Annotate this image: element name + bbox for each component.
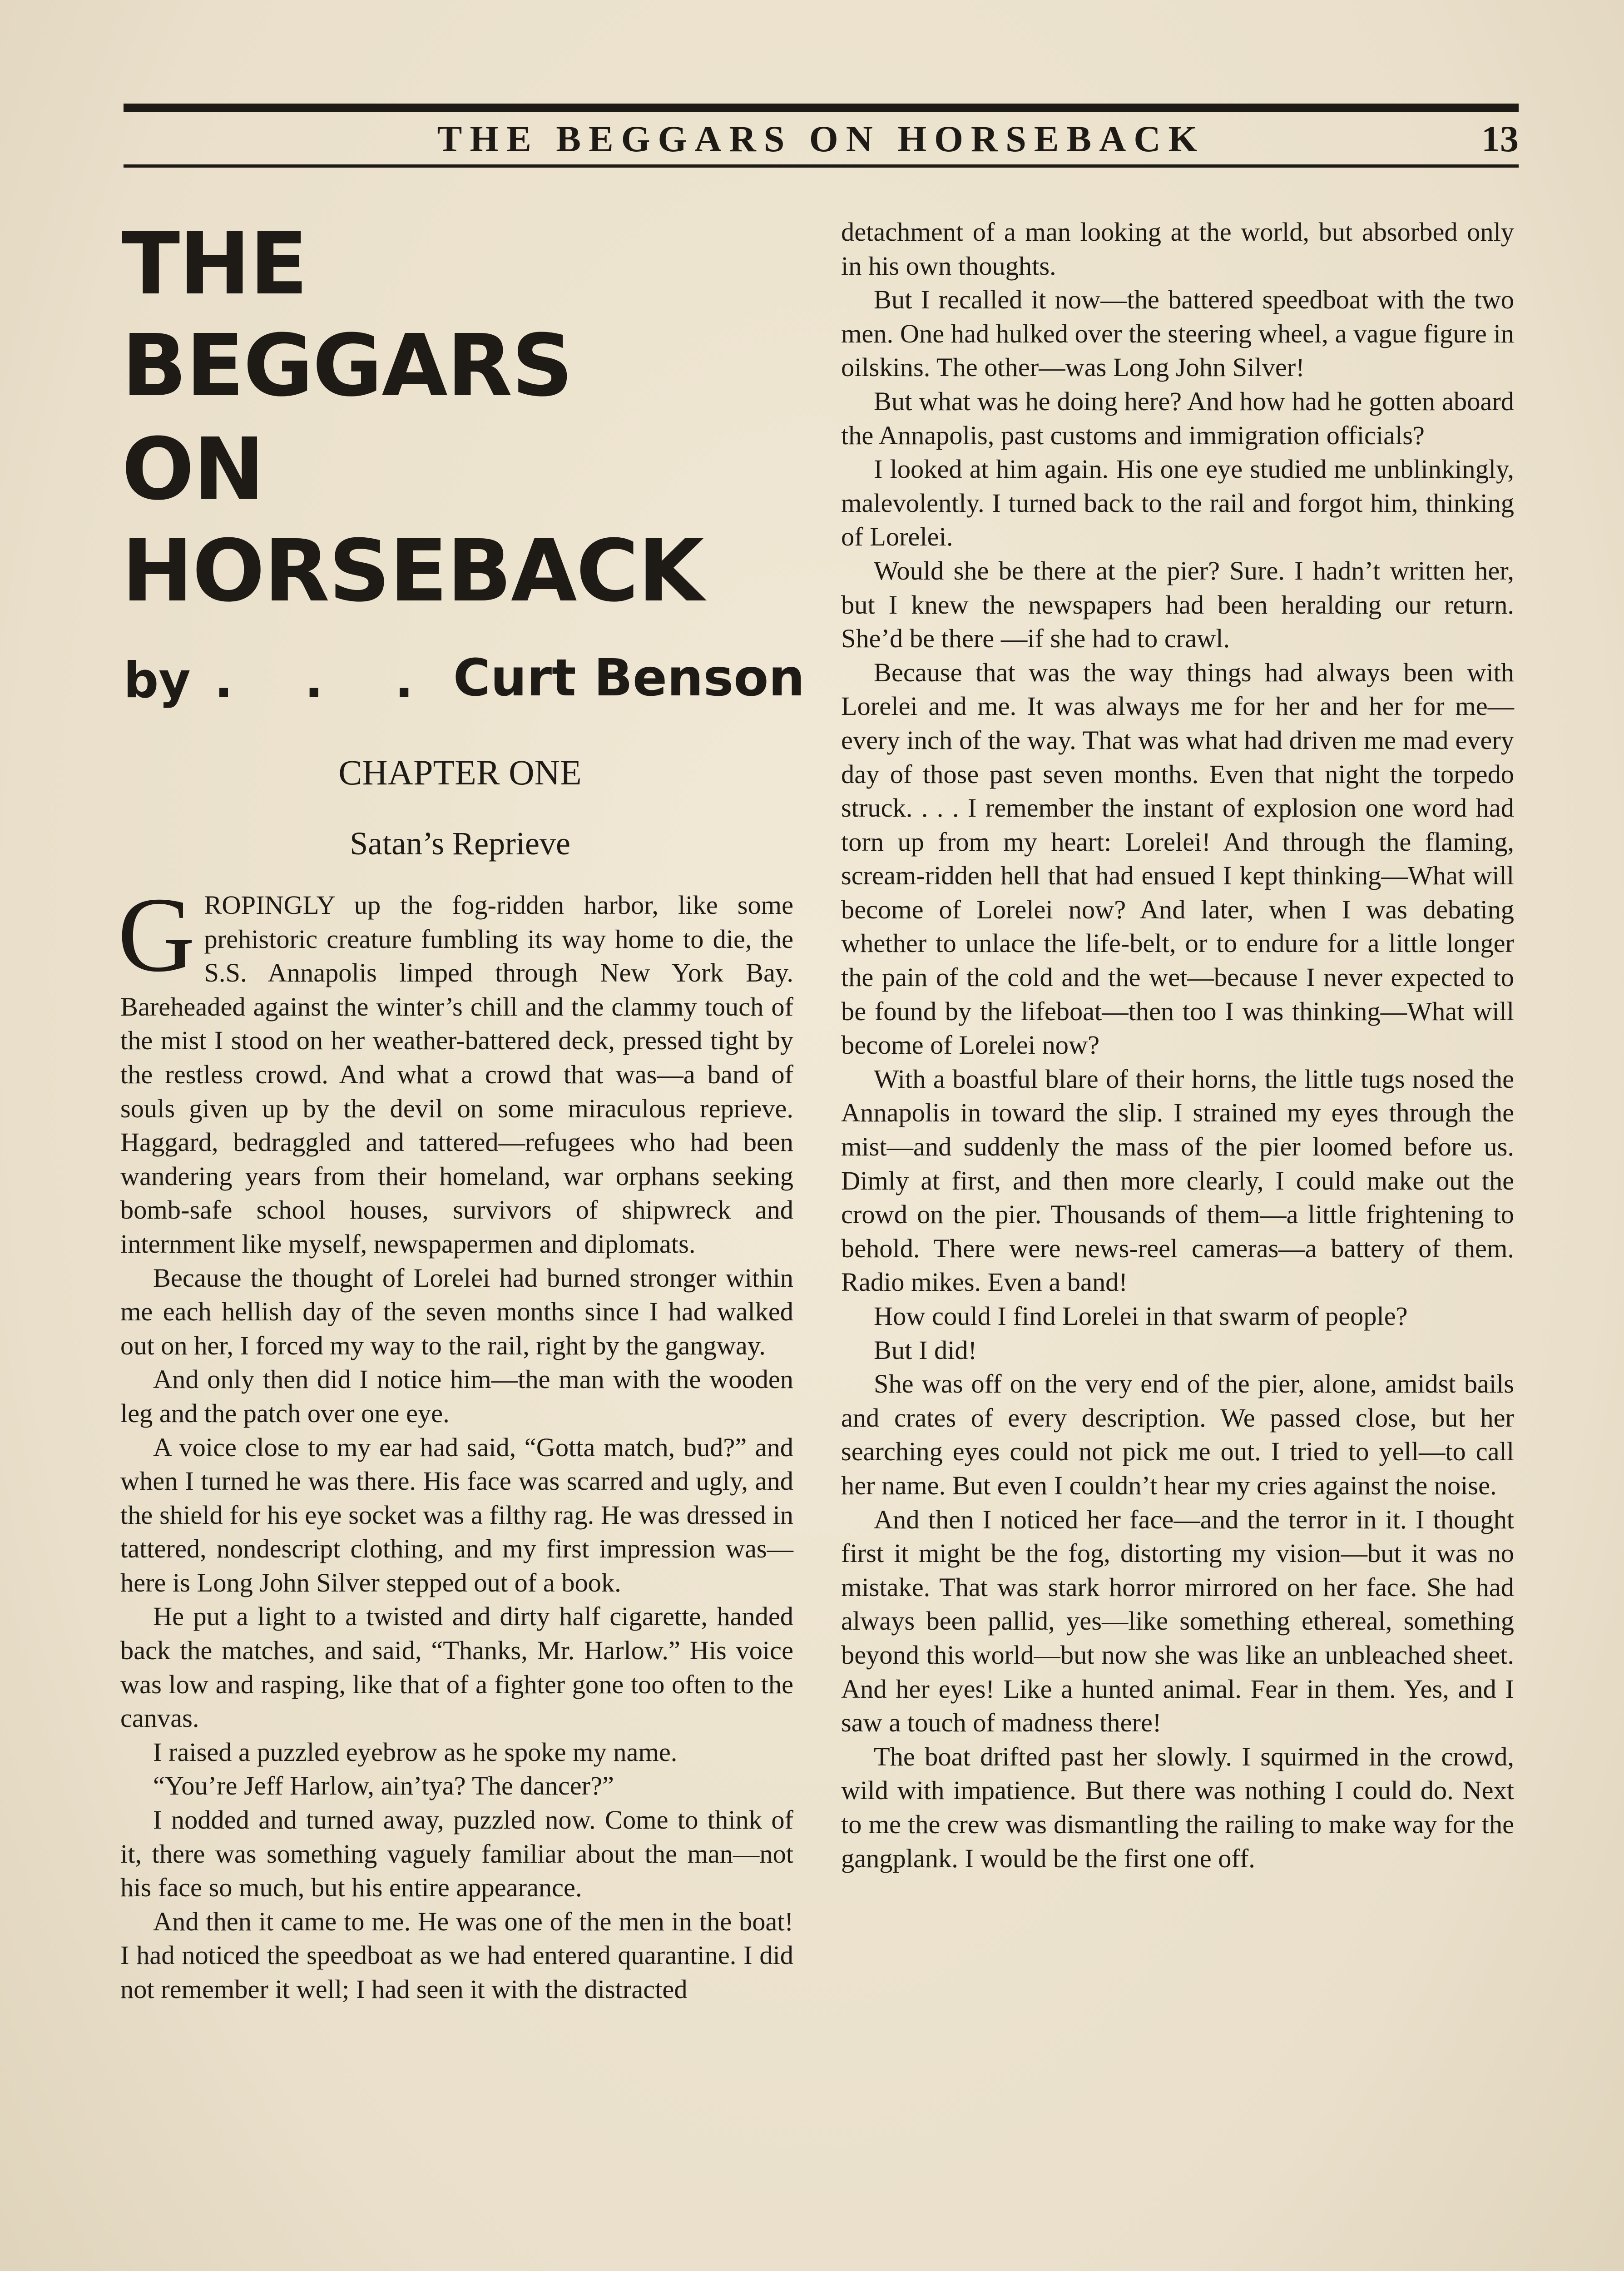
author-name: Curt Benson bbox=[453, 649, 805, 708]
paragraph: But I recalled it now—the battered speedboat with the two men. One had hulked over the steering wheel, a vague figure in oilskins. The other—was Long John Silver! bbox=[841, 285, 1514, 382]
story-title-line-1: THE bbox=[122, 214, 307, 314]
byline bbox=[124, 640, 805, 709]
paragraph: How could I find Lorelei in that swarm of people? bbox=[874, 1301, 1408, 1331]
story-title-line-2: BEGGARS bbox=[122, 316, 573, 416]
paragraph: But what was he doing here? And how had he gotten aboard the Annapolis, past customs and immigration officials? bbox=[841, 386, 1514, 450]
header-rule-bottom bbox=[124, 164, 1519, 168]
story-title-line-4: HORSEBACK bbox=[122, 521, 703, 621]
chapter-subtitle: Satan’s Reprieve bbox=[350, 825, 570, 862]
running-head-title: THE BEGGARS ON HORSEBACK bbox=[437, 118, 1205, 159]
paragraph: And then I noticed her face—and the terror in it. I thought first it might be the fog, distorting my vision—but it was no mistake. That was stark horror mirrored on her face. She had always been pallid, yes—like something ethereal, something beyond this world—but now she was like an unbleached sheet. And her eyes! Like a hunted animal. Fear in them. Yes, and I saw a touch of madness there! bbox=[841, 1504, 1514, 1738]
paragraph: Because that was the way things had always been with Lorelei and me. It was always me for her and her for me—every inch of the way. That was what had driven me mad every day of those past seven months. Even that night the torpedo struck. . . . I remember the instant of explosion one word had torn up from my heart: Lorelei! And through the flaming, scream-ridden hell that had ensued I kept thinking—What will become of Lorelei now? And later, when I was debating whether to unlace the life-belt, or to endure for a little longer the pain of the cold and the wet—because I never expected to be found by the lifeboat—then too I was thinking—What will become of Lorelei now? bbox=[841, 657, 1514, 1060]
paragraph: Because the thought of Lorelei had burned stronger within me each hellish day of the seven months since I had walked out on her, I forced my way to the rail, right by the gangway. bbox=[120, 1263, 793, 1360]
chapter-label: CHAPTER ONE bbox=[338, 753, 582, 792]
paragraph: With a boastful blare of their horns, the little tugs nosed the Annapolis in toward the slip. I strained my eyes through the mist—and suddenly the mass of the pier loomed before us. Dimly at first, and then more clearly, I could make out the crowd on the pier. Thousands of them—a little frightening to behold. There were news-reel cameras—a battery of them. Radio mikes. Even a band! bbox=[841, 1064, 1514, 1297]
page-number: 13 bbox=[1481, 118, 1519, 159]
story-title-line-3: ON bbox=[122, 420, 264, 519]
paragraph: I looked at him again. His one eye studied me unblinkingly, malevolently. I turned back to the rail and forgot him, thinking of Lorelei. bbox=[841, 454, 1514, 552]
body-column-right bbox=[841, 215, 1514, 1875]
paragraph: Would she be there at the pier? Sure. I hadn’t written her, but I knew the newspapers had been heralding our return. She’d be there —if she had to crawl. bbox=[841, 555, 1514, 654]
paragraph: A voice close to my ear had said, “Gotta match, bud?” and when I turned he was there. His face was scarred and ugly, and the shield for his eye socket was a filthy rag. He was dressed in tattered, nondescript clothing, and my first impression was—here is Long John Silver stepped out of a book. bbox=[120, 1432, 793, 1597]
paragraph-text: ROPINGLY up the fog-ridden harbor, like some prehistoric creature fumbling its way home to die, the S.S. Annapolis limped through New York Bay. Bareheaded against the winter’s chill and the clammy touch of the mist I stood on her weather-battered deck, pressed tight by the restless crowd. And what a crowd that was—a band of souls given up by the devil on some miraculous reprieve. Haggard, bedraggled and tattered—refugees who had been wandering years from their homeland, war orphans seeking bomb-safe school houses, survivors of shipwreck and internment like myself, newspapermen and diplomats. bbox=[120, 890, 793, 1259]
paragraph: And then it came to me. He was one of the men in the boat! I had noticed the speedboat as we had entered quarantine. I did not remember it well; I had seen it with the distracted bbox=[120, 1906, 793, 2004]
paragraph: detachment of a man looking at the world, but absorbed only in his own thoughts. bbox=[841, 217, 1514, 281]
body-column-left bbox=[118, 876, 793, 2007]
paragraph: But I did! bbox=[874, 1335, 977, 1365]
byline-dots: . . . bbox=[214, 652, 441, 709]
header-rule-top bbox=[124, 104, 1519, 112]
paragraph bbox=[118, 876, 793, 1261]
byline-by: by bbox=[124, 652, 191, 709]
paragraph: She was off on the very end of the pier, alone, amidst bails and crates of every description. We passed close, but her searching eyes could not pick me out. I tried to yell—to call her name. But even I couldn’t hear my cries against the noise. bbox=[841, 1369, 1514, 1500]
paragraph: The boat drifted past her slowly. I squirmed in the crowd, wild with impatience. But there was nothing I could do. Next to me the crew was dismantling the railing to make way for the gangplank. I would be the first one off. bbox=[841, 1741, 1514, 1873]
paragraph: “You’re Jeff Harlow, ain’tya? The dancer?” bbox=[153, 1771, 614, 1801]
paragraph: I nodded and turned away, puzzled now. Come to think of it, there was something vaguely familiar about the man—not his face so much, but his entire appearance. bbox=[120, 1805, 793, 1903]
drop-cap: G bbox=[118, 876, 195, 994]
paragraph: He put a light to a twisted and dirty half cigarette, handed back the matches, and said, “Thanks, Mr. Harlow.” His voice was low and rasping, like that of a fighter gone too often to the canvas. bbox=[120, 1602, 793, 1733]
paragraph: I raised a puzzled eyebrow as he spoke my name. bbox=[153, 1737, 678, 1767]
paragraph: And only then did I notice him—the man with the wooden leg and the patch over one eye. bbox=[120, 1364, 793, 1428]
